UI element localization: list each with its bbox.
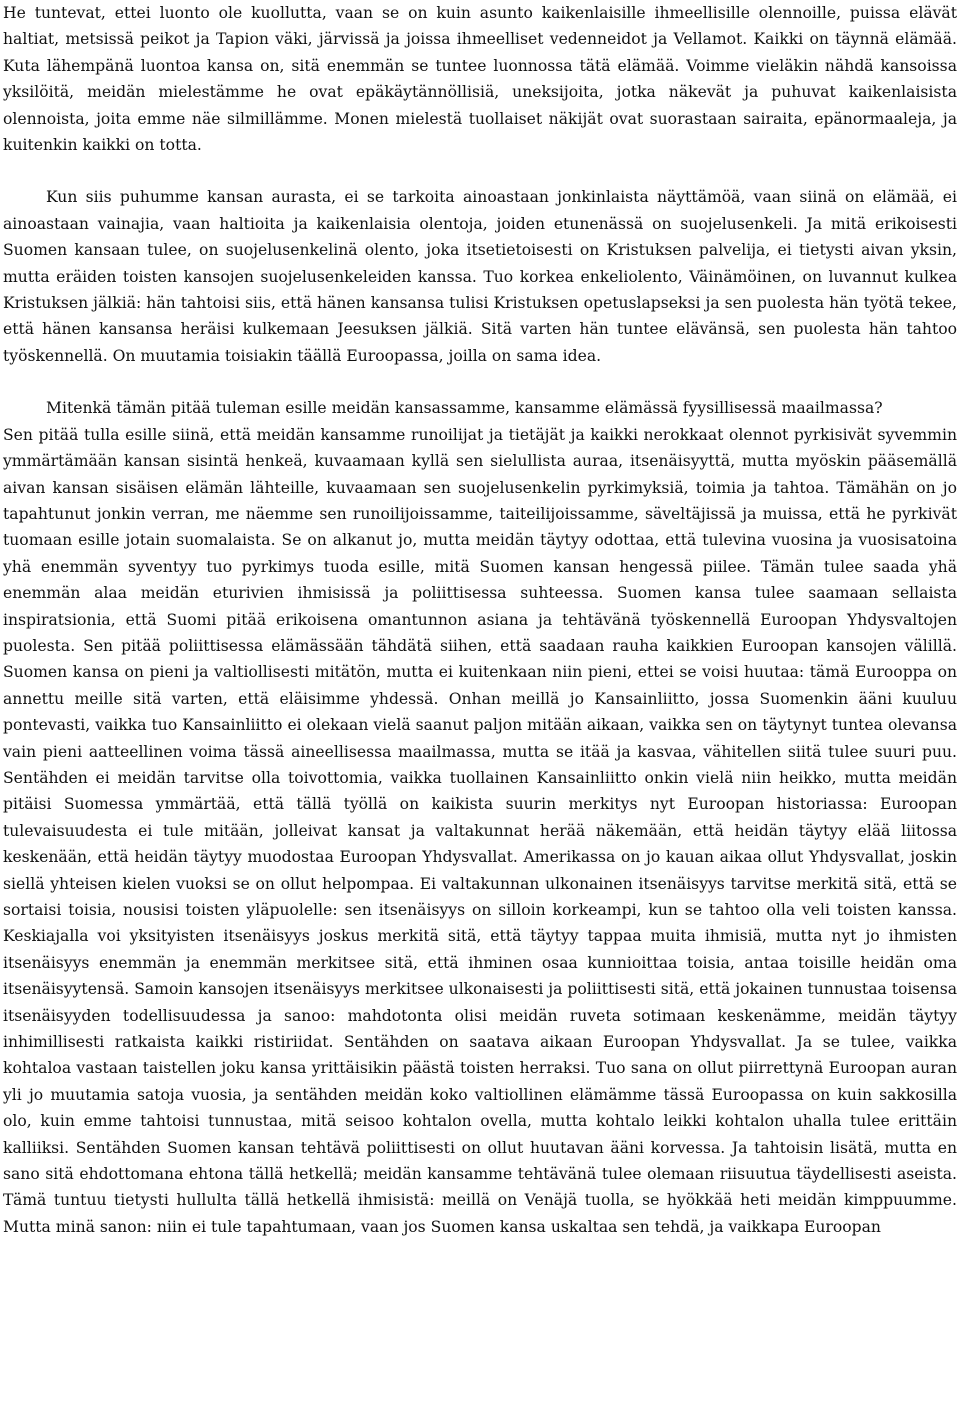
paragraph-european-union bbox=[3, 395, 957, 1240]
paragraph-body-text: Sen pitää tulla esille siinä, että meidän kansamme runoilijat ja tietäjät ja kaikki nerokkaat olennot pyrkisivät syvemmin ymmärtämään kansan sisintä henkeä, kuvaamaan kyllä sen sielullista auraa, itsenäisyyttä, mutta myöskin pääsemällä aivan kansan sisäisen elämän lähteille, kuvaamaan sen suojelusenkelin pyrkimyksiä, toimia ja tahtoa. Tämähän on jo tapahtunut jonkin verran, me näemme sen runoilijoissamme, taiteilijoissamme, säveltäjissä ja muissa, että he pyrkivät tuomaan esille jotain suomalaista. Se on alkanut jo, mutta meidän täytyy odottaa, että tulevina vuosina ja vuosisatoina yhä enemmän syventyy tuo pyrkimys tuoda esille, mitä Suomen kansan hengessä piilee. Tämän tulee saada yhä enemmän alaa meidän eturivien ihmisissä ja poliittisessa suhteessa. Suomen kansa tulee saamaan sellaista inspiratsionia, että Suomi pitää erikoisena omantunnon asiana ja tehtävänä työskennellä Euroopan Yhdysvaltojen puolesta. Sen pitää poliittisessa elämässään tähdätä siihen, että saadaan rauha kaikkien Euroopan kansojen välillä. Suomen kansa on pieni ja valtiollisesti mitätön, mutta ei kuitenkaan niin pieni, ettei se voisi huutaa: tämä Eurooppa on annettu meille sitä varten, että eläisimme yhdessä. Onhan meillä jo Kansainliitto, jossa Suomenkin ääni kuuluu pontevasti, vaikka tuo Kansainliitto ei olekaan vielä saanut paljon mitään aikaan, vaikka sen on täytynyt tuntea olevansa vain pieni aatteellinen voima tässä aineellisessa maailmassa, mutta se itää ja kasvaa, vähitellen siitä tulee suuri puu. Sentähden ei meidän tarvitse olla toivottomia, vaikka tuollainen Kansainliitto onkin vielä niin heikko, mutta meidän pitäisi Suomessa ymmärtää, että tällä työllä on kaikista suurin merkitys nyt Euroopan historiassa: Euroopan tulevaisuudesta ei tule mitään, jolleivat kansat ja valtakunnat herää näkemään, että heidän täytyy elää liitossa keskenään, että heidän täytyy muodostaa Euroopan Yhdysvallat. Amerikassa on jo kauan aikaa ollut Yhdysvallat, joskin siellä yhteisen kielen vuoksi se on ollut helpompaa. Ei valtakunnan ulkonainen itsenäisyys tarvitse merkitä sitä, että se sortaisi toisia, nousisi toisten yläpuolelle: sen itsenäisyys on silloin korkeampi, kun se tahtoo olla veli toisten kanssa. Keskiajalla voi yksityisten itsenäisyys joskus merkitä sitä, että täytyy tappaa muita ihmisiä, mutta nyt jo ihmisten itsenäisyys enemmän ja enemmän merkitsee sitä, että ihminen osaa kunnioittaa toisia, antaa toisille heidän oma itsenäisyytensä. Samoin kansojen itsenäisyys merkitsee ulkonaisesti ja poliittisesti sitä, että jokainen tunnustaa toisensa itsenäisyyden todellisuudessa ja sanoo: mahdotonta olisi meidän ruveta sotimaan keskenämme, meidän täytyy inhimillisesti ratkaista kaikki ristiriidat. Sentähden on saatava aikaan Euroopan Yhdysvallat. Ja se tulee, vaikka kohtaloa vastaan taistellen joku kansa yrittäisikin päästä toisten herraksi. Tuo sana on ollut piirrettynä Euroopan auran yli jo muutamia satoja vuosia, ja sentähden meidän koko valtiollinen elämämme tässä Euroopassa on kuin sakkosilla olo, kuin emme tahtoisi tunnustaa, mitä seisoo kohtalon ovella, mutta kohtalo leikki kohtalon uhalla tulee erittäin kalliiksi. Sentähden Suomen kansan tehtävä poliittisesti on ollut huutavan ääni korvessa. Ja tahtoisin lisätä, mutta en sano sitä ehdottomana ehtona tällä hetkellä; meidän kansamme tehtävänä tulee olemaan riisuutua täydellisesti aseista. Tämä tuntuu tietysti hullulta tällä hetkellä ihmisistä: meillä on Venäjä tuolla, se hyökkää heti meidän kimppuumme. Mutta minä sanon: niin ei tule tapahtumaan, vaan jos Suomen kansa uskaltaa sen tehdä, ja vaikkapa Euroopan bbox=[3, 425, 957, 1236]
paragraph-nature-spirits: He tuntevat, ettei luonto ole kuollutta, vaan se on kuin asunto kaikenlaisille ihmeellisille olennoille, puissa elävät haltiat, metsissä peikot ja Tapion väki, järvissä ja joissa ihmeelliset vedenneidot ja Vellamot. Kaikki on täynnä elämää. Kuta lähempänä luontoa kansa on, sitä enemmän se tuntee luonnossa tätä elämää. Voimme vieläkin nähdä kansoissa yksilöitä, meidän mielestämme he ovat epäkäytännöllisiä, uneksijoita, jotka näkevät ja puhuvat kaikenlaisista olennoista, joita emme näe silmillämme. Monen mielestä tuollaiset näkijät ovat suorastaan sairaita, epänormaaleja, ja kuitenkin kaikki on totta. bbox=[3, 4, 957, 155]
paragraph-question-line: Mitenkä tämän pitää tuleman esille meidän kansassamme, kansamme elämässä fyysillisessä maailmassa? bbox=[46, 399, 883, 418]
paragraph-guardian-angel: Kun siis puhumme kansan aurasta, ei se tarkoita ainoastaan jonkinlaista näyttämöä, vaan siinä on elämää, ei ainoastaan vainajia, vaan haltioita ja kaikenlaisia olentoja, joiden etunenässä on suojelusenkeli. Ja mitä erikoisesti Suomen kansaan tulee, on suojelusenkelinä olento, joka itsetietoisesti on Kristuksen palvelija, ei tietysti aivan yksin, mutta eräiden toisten kansojen suojelusenkeleiden kanssa. Tuo korkea enkeliolento, Väinämöinen, on luvannut kulkea Kristuksen jälkiä: hän tahtoisi siis, että hänen kansansa tulisi Kristuksen opetuslapseksi ja sen puolesta hän työtä tekee, että hänen kansansa heräisi kulkemaan Jeesuksen jälkiä. Sitä varten hän tuntee elävänsä, sen puolesta hän tahtoo työskennellä. On muutamia toisiakin täällä Euroopassa, joilla on sama idea. bbox=[3, 188, 957, 365]
document-page bbox=[3, 0, 957, 1240]
